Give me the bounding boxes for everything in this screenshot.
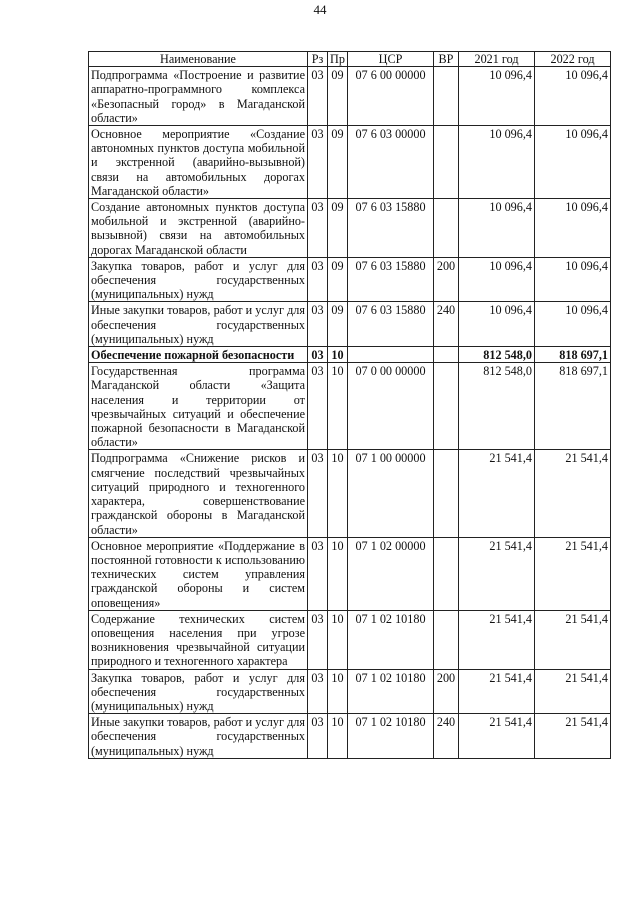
amount-2022-cell: 10 096,4	[535, 199, 611, 258]
name-cell: Подпрограмма «Снижение рисков и смягчение последствий чрезвычайных ситуаций природного и техногенного характера, совершенствование гражданской обороны в Магаданской области»	[89, 450, 308, 537]
amount-2022-cell: 10 096,4	[535, 67, 611, 126]
amount-2022-cell: 21 541,4	[535, 714, 611, 759]
rz-cell: 03	[308, 714, 328, 759]
amount-2021-cell: 21 541,4	[459, 610, 535, 669]
table-row	[89, 199, 611, 258]
name-cell: Создание автономных пунктов доступа мобильной и экстренной (аварийно-вызывной) связи на автомобильных дорогах Магаданской области	[89, 199, 308, 258]
csr-cell: 07 6 03 15880	[348, 199, 434, 258]
csr-cell: 07 6 03 00000	[348, 126, 434, 199]
amount-2022-cell: 21 541,4	[535, 537, 611, 610]
name-cell: Основное мероприятие «Поддержание в постоянной готовности к использованию технических систем управления гражданской обороны и систем оповещения»	[89, 537, 308, 610]
vr-cell	[434, 67, 459, 126]
rz-cell: 03	[308, 537, 328, 610]
rz-cell: 03	[308, 199, 328, 258]
amount-2021-cell: 10 096,4	[459, 257, 535, 302]
header-row	[89, 52, 611, 67]
name-cell: Обеспечение пожарной безопасности	[89, 347, 308, 363]
vr-cell: 200	[434, 669, 459, 714]
vr-cell	[434, 126, 459, 199]
header-csr: ЦСР	[348, 52, 434, 67]
amount-2021-cell: 21 541,4	[459, 537, 535, 610]
amount-2021-cell: 10 096,4	[459, 126, 535, 199]
amount-2022-cell: 21 541,4	[535, 450, 611, 537]
budget-table	[88, 51, 611, 759]
pr-cell: 09	[328, 199, 348, 258]
amount-2021-cell: 21 541,4	[459, 669, 535, 714]
name-cell: Закупка товаров, работ и услуг для обеспечения государственных (муниципальных) нужд	[89, 669, 308, 714]
table-row	[89, 302, 611, 347]
pr-cell: 10	[328, 610, 348, 669]
amount-2021-cell: 10 096,4	[459, 199, 535, 258]
table-row	[89, 257, 611, 302]
header-2021: 2021 год	[459, 52, 535, 67]
header-rz: Рз	[308, 52, 328, 67]
amount-2021-cell: 10 096,4	[459, 67, 535, 126]
vr-cell	[434, 450, 459, 537]
pr-cell: 10	[328, 714, 348, 759]
table-row	[89, 610, 611, 669]
rz-cell: 03	[308, 669, 328, 714]
amount-2022-cell: 818 697,1	[535, 347, 611, 363]
vr-cell	[434, 363, 459, 450]
csr-cell: 07 1 02 10180	[348, 669, 434, 714]
pr-cell: 10	[328, 450, 348, 537]
csr-cell: 07 1 00 00000	[348, 450, 434, 537]
pr-cell: 09	[328, 126, 348, 199]
name-cell: Иные закупки товаров, работ и услуг для обеспечения государственных (муниципальных) нужд	[89, 714, 308, 759]
table-row	[89, 450, 611, 537]
header-vr: ВР	[434, 52, 459, 67]
rz-cell: 03	[308, 302, 328, 347]
vr-cell: 200	[434, 257, 459, 302]
pr-cell: 09	[328, 257, 348, 302]
name-cell: Иные закупки товаров, работ и услуг для обеспечения государственных (муниципальных) нужд	[89, 302, 308, 347]
table-row	[89, 537, 611, 610]
rz-cell: 03	[308, 126, 328, 199]
csr-cell: 07 1 02 00000	[348, 537, 434, 610]
amount-2021-cell: 10 096,4	[459, 302, 535, 347]
amount-2021-cell: 812 548,0	[459, 363, 535, 450]
vr-cell: 240	[434, 714, 459, 759]
amount-2021-cell: 21 541,4	[459, 714, 535, 759]
csr-cell: 07 1 02 10180	[348, 610, 434, 669]
name-cell: Государственная программа Магаданской области «Защита населения и территории от чрезвычайных ситуаций и обеспечение пожарной безопасности в Магаданской области»	[89, 363, 308, 450]
amount-2022-cell: 10 096,4	[535, 257, 611, 302]
rz-cell: 03	[308, 347, 328, 363]
header-pr: Пр	[328, 52, 348, 67]
pr-cell: 09	[328, 302, 348, 347]
name-cell: Подпрограмма «Построение и развитие аппаратно-программного комплекса «Безопасный город» в Магаданской области»	[89, 67, 308, 126]
amount-2022-cell: 10 096,4	[535, 302, 611, 347]
table-row	[89, 363, 611, 450]
table-row	[89, 67, 611, 126]
csr-cell: 07 6 03 15880	[348, 257, 434, 302]
table-row	[89, 347, 611, 363]
name-cell: Содержание технических систем оповещения населения при угрозе возникновения чрезвычайной ситуации природного и техногенного характера	[89, 610, 308, 669]
pr-cell: 10	[328, 347, 348, 363]
csr-cell	[348, 347, 434, 363]
amount-2021-cell: 21 541,4	[459, 450, 535, 537]
rz-cell: 03	[308, 610, 328, 669]
amount-2021-cell: 812 548,0	[459, 347, 535, 363]
pr-cell: 10	[328, 537, 348, 610]
rz-cell: 03	[308, 257, 328, 302]
vr-cell	[434, 537, 459, 610]
vr-cell: 240	[434, 302, 459, 347]
amount-2022-cell: 21 541,4	[535, 669, 611, 714]
page-number: 44	[313, 2, 327, 17]
table-row	[89, 126, 611, 199]
csr-cell: 07 1 02 10180	[348, 714, 434, 759]
vr-cell	[434, 347, 459, 363]
pr-cell: 10	[328, 363, 348, 450]
amount-2022-cell: 21 541,4	[535, 610, 611, 669]
csr-cell: 07 6 03 15880	[348, 302, 434, 347]
amount-2022-cell: 10 096,4	[535, 126, 611, 199]
rz-cell: 03	[308, 363, 328, 450]
pr-cell: 10	[328, 669, 348, 714]
csr-cell: 07 0 00 00000	[348, 363, 434, 450]
pr-cell: 09	[328, 67, 348, 126]
rz-cell: 03	[308, 67, 328, 126]
table-row	[89, 714, 611, 759]
header-name: Наименование	[89, 52, 308, 67]
amount-2022-cell: 818 697,1	[535, 363, 611, 450]
header-2022: 2022 год	[535, 52, 611, 67]
table-row	[89, 669, 611, 714]
name-cell: Основное мероприятие «Создание автономных пунктов доступа мобильной и экстренной (аварийно-вызывной) связи на автомобильных дорогах Магаданской области»	[89, 126, 308, 199]
name-cell: Закупка товаров, работ и услуг для обеспечения государственных (муниципальных) нужд	[89, 257, 308, 302]
vr-cell	[434, 610, 459, 669]
rz-cell: 03	[308, 450, 328, 537]
vr-cell	[434, 199, 459, 258]
csr-cell: 07 6 00 00000	[348, 67, 434, 126]
